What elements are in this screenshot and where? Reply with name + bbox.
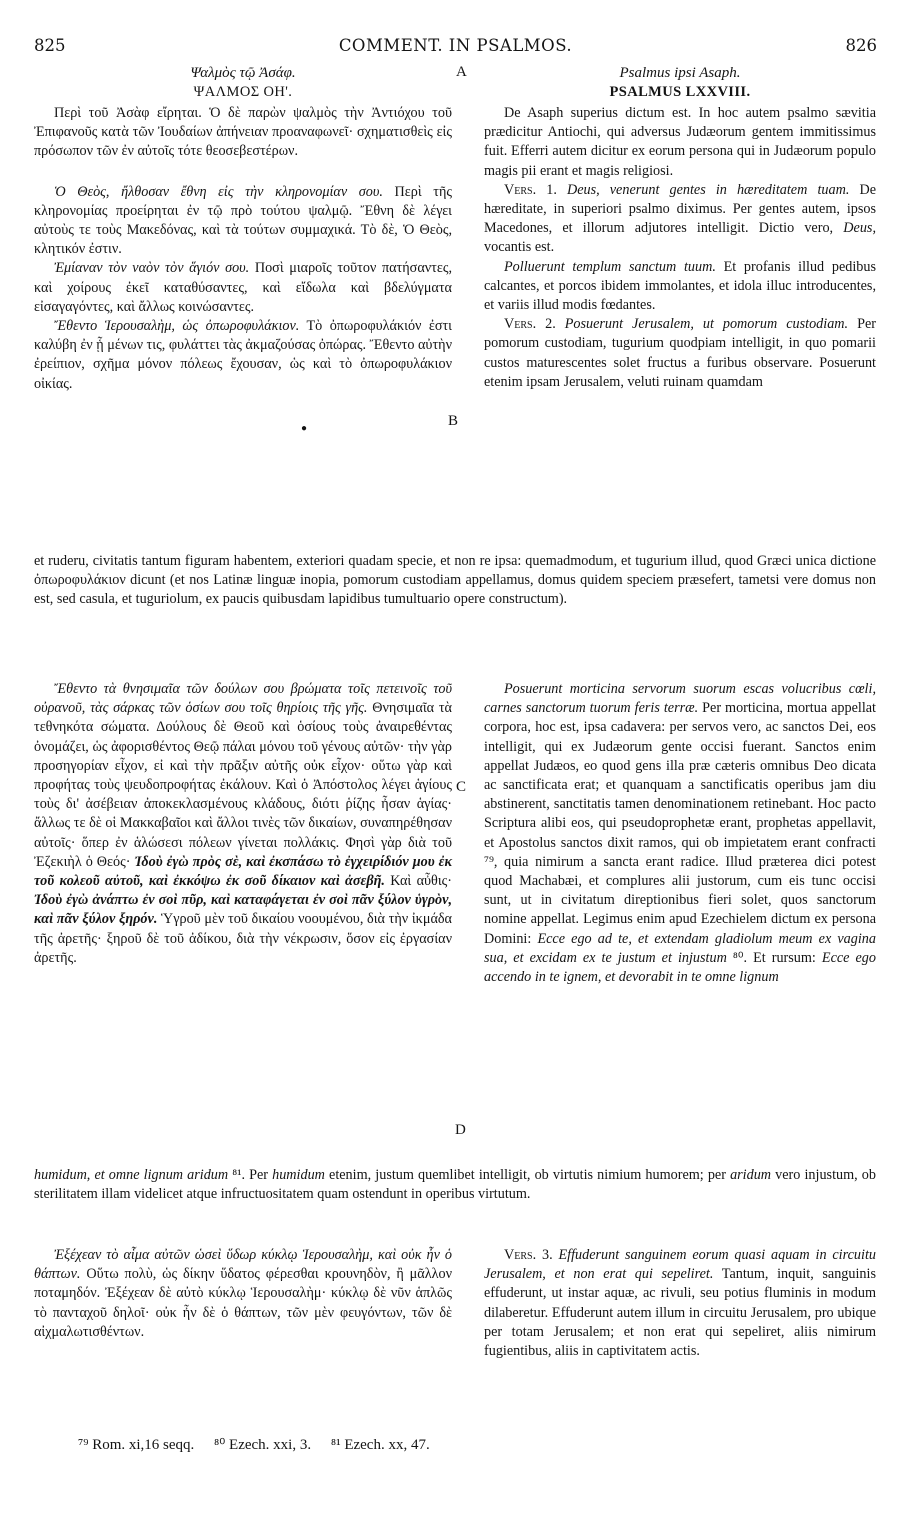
latin-comment-5: Tantum, inquit, sanguinis effuderunt, ut instar aquæ, ac rivuli, seu potius fluminis in modum dilaberetur. Effuderunt autem illum in circuitu Jerusalem, pro ubique per totam Jerusalem; et non erat qui sepeliret, aliis nimirum fugientibus, aliis in captivitatem actis. <box>484 1266 876 1360</box>
greek-lemma-4: Ἔθεντο τὰ θνησιμαῖα τῶν δούλων σου βρώματα τοῖς πετεινοῖς τοῦ οὐρανοῦ, τὰς σάρκας τῶν ὁσίων σου τοῖς θηρίοις τῆς γῆς. <box>34 681 452 717</box>
greek-lemma-1: Ὁ Θεὸς, ἤλθοσαν ἔθνη εἰς τὴν κληρονομίαν σου. <box>54 183 383 200</box>
latin-quote-1: Ecce ego ad te, et extendam gladiolum meum ex vagina sua, et excidam ex te justum et injustum <box>484 930 876 966</box>
footnote-80: ⁸⁰ Ezech. xxi, 3. <box>214 1437 312 1453</box>
page-number-left: 825 <box>34 36 66 55</box>
greek-heading: ΨΑΛΜΟΣ ΟΗ'. <box>193 84 293 101</box>
greek-lemma-3: Ἔθεντο Ἱερουσαλὴμ, ὡς ὀπωροφυλάκιον. <box>54 318 300 335</box>
margin-marker-c: C <box>456 779 467 795</box>
latin-comment-1: De hæreditate, in superiori psalmo diximus. Per gentes autem, ipsos Macedones, et illorum adjutores intelligit. Dictio vero, <box>484 181 877 237</box>
greek-comment-4-mid: Καὶ αὖθις· <box>384 873 452 890</box>
latin-intro: De Asaph superius dictum est. In hoc autem psalmo sævitia prædicitur Antiochi, qui adversus Judæorum gentem immitissimus fuit. Efferri autem dicitur ex eorum persona qui in Judæorum populo magis pii erant et magis religiosi. <box>484 105 876 179</box>
greek-comment-1: Περὶ τῆς κληρονομίας προείρηται ἐν τῷ πρὸ τούτου ψαλμῷ. Ἔθνη δὲ λέγει αὐτοὺς τε τοὺς Μακεδόνας, καὶ τὰ τούτων συμμαχικά. Τὸ δὲ, Ὁ Θεὸς, κλητικόν ἐστιν. <box>34 183 452 258</box>
margin-marker-d: D <box>455 1122 466 1138</box>
greek-verse-1b <box>34 259 452 317</box>
greek-quote-1: Ἰδοὺ ἐγὼ πρὸς σὲ, καὶ ἐκσπάσω τὸ ἐγχειρίδιόν μου ἐκ τοῦ κολεοῦ αὐτοῦ, καὶ ἐκκόψω ἐκ σοῦ δίκαιον καὶ ἀσεβῆ. <box>34 853 452 890</box>
latin-vers-label-3: Vers. 3. <box>504 1247 553 1263</box>
latin-vers-label-1: Vers. 1. <box>504 181 557 198</box>
full-width-humidum: humidum <box>272 1167 325 1183</box>
latin-comment-3: Per pomorum custodiam, tugurium quodpiam intelligit, in quo pomarii custos maturescentes solet fructus a furibus observare. Posuerunt etenim ipsam Jerusalem, veluti ruinam quamdam <box>484 316 876 390</box>
greek-comment-2: Ποσὶ μιαροῖς τοῦτον πατήσαντες, καὶ χοίρους ἐκεῖ καταθύσαντες, καὶ εἴδωλα καὶ βδελύγματα εἰσαγαγόντες, καὶ ἄλλως κοινώσαντες. <box>34 260 452 315</box>
latin-column-upper <box>484 104 876 392</box>
greek-subtitle: Ψαλμὸς τῷ Ἀσάφ. <box>190 65 296 81</box>
latin-comment-2: Et profanis illud pedibus calcantes, et porcos ibidem immolantes, et idola illuc introducentes, et variis illud modis fœdantes. <box>484 258 876 314</box>
greek-verse-1 <box>34 183 452 260</box>
footnotes <box>78 1435 446 1454</box>
latin-lemma-2: Polluerunt templum sanctum tuum. <box>504 258 716 275</box>
footnote-81: ⁸¹ Ezech. xx, 47. <box>330 1437 430 1453</box>
greek-intro: Περὶ τοῦ Ἀσὰφ εἴρηται. Ὁ δὲ παρὼν ψαλμὸς τὴν Ἀντιόχου τοῦ Ἐπιφανοῦς κατὰ τῶν Ἰουδαίων ἀπήνειαν προαναφωνεῖ· σχηματισθεὶς εἰς πρόσωπον τῶν ἐν αὐτοῖς τότε θεοσεβεστέρων. <box>34 105 452 160</box>
full-width-text-d: etenim, justum quemlibet intelligit, ob virtutis nimium humorem; per <box>324 1167 731 1183</box>
full-width-aridum: aridum <box>730 1167 772 1183</box>
running-title: COMMENT. IN PSALMOS. <box>338 36 573 55</box>
latin-lemma-5: Effuderunt sanguinem eorum quasi aquam in circuitu Jerusalem, et non erat qui sepeliret. <box>484 1247 876 1283</box>
latin-verse-3 <box>484 680 876 987</box>
page-header <box>34 36 877 60</box>
margin-marker-b: B <box>448 413 459 429</box>
latin-heading: PSALMUS LXXVIII. <box>609 84 751 101</box>
latin-lemma-3: Posuerunt Jerusalem, ut pomorum custodiam. <box>555 316 849 333</box>
greek-column-lower <box>34 1246 452 1342</box>
latin-footnote-ref-80: ⁸⁰. Et rursum: <box>726 949 816 966</box>
greek-column-middle <box>34 680 452 968</box>
footnote-79: ⁷⁹ Rom. xi,16 seqq. <box>78 1437 195 1453</box>
latin-verse-2 <box>484 315 876 392</box>
latin-quote-2: Ecce ego accendo in te ignem, et devorabit in te omne lignum <box>484 949 876 986</box>
full-width-paragraph-2 <box>34 1166 876 1204</box>
latin-comment-4: Per morticina, mortua appellat corpora, hoc est, ipsa cadavera: per servos vero, ac sanctos Dei, eos intelligit, qui ex Judæorum gente occisi fuerant. Sanctos enim appellat Judæos, eo quod gens illa præ cæteris omnibus Deo dicata ac sanctificata erat; et quanquam a sanctificatis operibus jam diu abstinerent, sanctitatis tamen denominationem retinebant. Hoc pacto Scriptura alibi eos, qui pseudoprophetæ erant, prophetas appellavit, et Apostolus sanctos dixit ramos, qui ob impietatem erant confracti ⁷⁹, quia nimirum a sancta erant radice. Illud præterea dici potest quod Machabæi, et complures alii justorum, cum eis tunc occisi sunt, ut in civitatum direptionibus fieri solet, quos sanctorum nomine appellat. Legimus enim apud Ezechielem dictum ex persona Domini: <box>484 700 876 947</box>
latin-verse-1 <box>484 181 876 258</box>
latin-column-middle <box>484 680 876 987</box>
greek-verse-3 <box>34 680 452 968</box>
greek-quote-2: Ἰδοὺ ἐγὼ ἀνάπτω ἐν σοὶ πῦρ, καὶ καταφάγεται ἐν σοὶ πᾶν ξύλον ὑγρὸν, καὶ πᾶν ξύλον ξηρόν. <box>34 892 452 928</box>
latin-lemma-4: Posuerunt morticina servorum suorum escas volucribus cœli, carnes sanctorum tuorum feris terræ. <box>484 681 876 717</box>
full-width-quote-end: humidum, et omne lignum aridum <box>34 1167 229 1183</box>
greek-lemma-5: Ἐξέχεαν τὸ αἷμα αὐτῶν ὡσεὶ ὕδωρ κύκλῳ Ἱερουσαλὴμ, καὶ οὐκ ἦν ὁ θάπτων. <box>34 1247 452 1283</box>
page-number-right: 826 <box>845 36 877 55</box>
latin-subtitle: Psalmus ipsi Asaph. <box>619 65 741 81</box>
latin-vers-label-2: Vers. 2. <box>504 316 556 333</box>
full-width-text-b: ⁸¹. Per <box>228 1167 273 1183</box>
greek-comment-4: Θνησιμαῖα τὰ τεθνηκότα σώματα. Δούλους δὲ Θεοῦ καὶ ὁσίους τοὺς ἀναιρεθέντας ὀνομάζει, ὡς ἀφορισθέντος Θεῷ πάλαι μόνου τοῦ γένους αὐτῶν· τὴν γὰρ προσηγορίαν εἶχον, εἰ καὶ τὴν πρᾶξιν αὐτῆς οὐκ εἶχον· οὕτω γὰρ καὶ προφήτας τοὺς ψευδοπροφήτας ἐκάλουν. Καὶ ὁ Ἀπόστολος λέγει ἁγίους τοὺς δι' ἀσέβειαν ἀποκεκλασμένους κλάδους, διότι ῥίζης ἦσαν ἁγίας· ἄλλως τε δὲ οἱ Μακκαβαῖοι καὶ ἄλλοι τινὲς τῶν δικαίων, συναπηρέθησαν αὐτοῖς· ὅπερ ἐν ἁλώσεσι πόλεων γίνεται πολλάκις. Φησὶ γὰρ διὰ τοῦ Ἐζεκιὴλ ὁ Θεός· <box>34 700 452 870</box>
greek-column-upper <box>34 104 452 394</box>
greek-verse-2 <box>34 317 452 394</box>
margin-marker-a: A <box>456 64 467 80</box>
latin-column-lower <box>484 1246 876 1361</box>
latin-deus: Deus, <box>843 220 876 237</box>
full-width-paragraph-1: et ruderu, civitatis tantum figuram habentem, exteriori quadam specie, et non re ipsa: quemadmodum, et tugurium illud, quod Græci unica dictione ὀπωροφυλάκιον dicunt (et nos Latinæ linguæ inopia, pomorum custodiam appellamus, domus quidem speciem præsefert, tametsi vere domus non est, sed casula, et tuguriolum, ex paucis quibusdam lapidibus tumultuario opere constructum). <box>34 553 876 608</box>
latin-verse-4 <box>484 1246 876 1361</box>
greek-comment-3: Τὸ ὀπωροφυλάκιόν ἐστι καλύβη ἐν ᾗ μένων τις, φυλάττει τὰς ἀκμαζούσας ὀπώρας. Ἔθεντο αὐτὴν ἐρείπιον, σχῆμα μόνον πόλεως ἔχουσαν, ὡς καὶ τὸ ὀπωροφυλάκιον οἰκίας. <box>34 318 452 392</box>
latin-lemma-1: Deus, venerunt gentes in hæreditatem tuam. <box>556 181 850 198</box>
latin-title <box>484 64 876 102</box>
greek-comment-5: Οὕτω πολὺ, ὡς δίκην ὕδατος φέρεσθαι κρουνηδὸν, ἢ μᾶλλον ποταμηδόν. Ἐξέχεαν δὲ αὐτὸ κύκλῳ Ἱερουσαλὴμ· κύκλῳ δὲ νῦν ἁπλῶς τὸ πανταχοῦ δηλοῖ· οὐκ ἦν δὲ ὁ θάπτων, τῶν μὲν φευγόντων, τῶν δὲ αἰχμαλωτισθέντων. <box>34 1266 452 1340</box>
greek-comment-4-end: Ὑγροῦ μὲν τοῦ δικαίου νοουμένου, διὰ τὴν ἰκμάδα τῆς ἀρετῆς· ξηροῦ δὲ τοῦ ἀδίκου, διὰ τὴν νέκρωσιν, ὅσον εἰς ἐργασίαν ἀρετῆς. <box>34 911 452 966</box>
full-width-text-f: vero injustum, ob sterilitatem illam videlicet atque infructuositatem quam ostendunt in operibus virtutum. <box>34 1167 876 1203</box>
latin-verse-1b <box>484 258 876 316</box>
latin-comment-1-end: vocantis est. <box>484 239 555 256</box>
center-dot-mark: ● <box>301 423 308 434</box>
greek-lemma-2: Ἐμίαναν τὸν ναὸν τὸν ἅγιόν σου. <box>54 260 250 277</box>
greek-title <box>34 64 452 102</box>
greek-verse-4 <box>34 1246 452 1342</box>
